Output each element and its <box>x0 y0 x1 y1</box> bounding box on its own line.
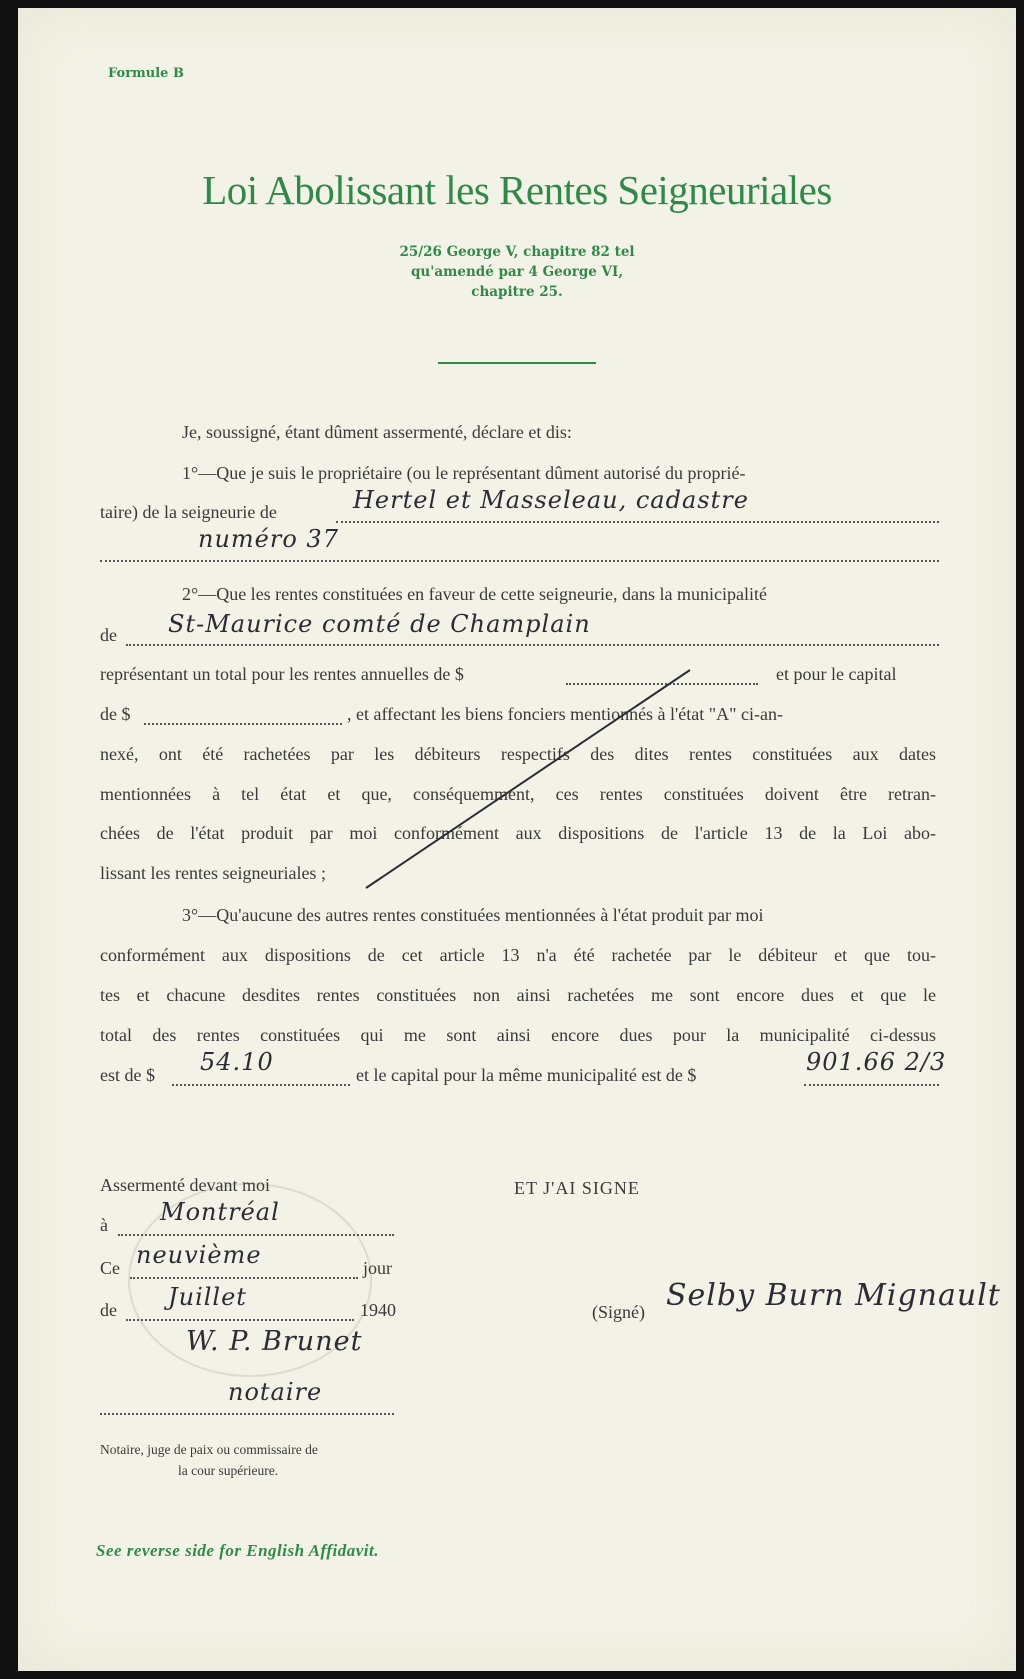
p1-dotted-line-2 <box>100 560 939 562</box>
notary-title-handwritten: notaire <box>228 1378 323 1406</box>
p3-line-1: 3°—Qu'aucune des autres rentes constituées mentionnées à l'état produit par moi <box>182 905 764 925</box>
cross-out-stroke <box>358 658 698 898</box>
capital-handwritten: 901.66 2/3 <box>806 1048 947 1076</box>
oath-a-label: à <box>100 1215 108 1235</box>
p2-line-6: mentionnées à tel état et que, conséquemment, ces rentes constituées doivent être retran- <box>100 784 936 804</box>
p2-line-2-prefix: de <box>100 625 117 645</box>
seigneurie-handwritten: Hertel et Masseleau, cadastre <box>353 486 749 514</box>
oath-ce-label: Ce <box>100 1258 120 1278</box>
p2-line-3b: et pour le capital <box>776 664 897 684</box>
p2-line-8: lissant les rentes seigneuriales ; <box>100 863 326 883</box>
p1-line-1: 1°—Que je suis le propriétaire (ou le représentant dûment autorisé du proprié- <box>182 463 746 483</box>
intro-text: Je, soussigné, étant dûment assermenté, déclare et dis: <box>182 422 572 442</box>
footer-note: See reverse side for English Affidavit. <box>96 1541 379 1560</box>
day-handwritten: neuvième <box>136 1241 262 1269</box>
p1-dotted-line <box>336 521 939 523</box>
p2-line-5: nexé, ont été rachetées par les débiteurs respectifs des dites rentes constituées aux dates <box>100 744 936 764</box>
oath-year: 1940 <box>360 1300 396 1320</box>
p3-line-3: tes et chacune desdites rentes constituées non ainsi rachetées me sont encore dues et que le <box>100 985 936 1005</box>
document-subtitle <box>18 242 1016 302</box>
signer-signature: Selby Burn Mignault <box>666 1278 1001 1313</box>
oath-heading: Assermenté devant moi <box>100 1175 270 1195</box>
subtitle-line: 25/26 George V, chapitre 82 tel <box>399 244 635 260</box>
oath-caption-1: Notaire, juge de paix ou commissaire de <box>100 1442 318 1457</box>
title-divider <box>438 362 596 364</box>
p2-line-7: chées de l'état produit par moi conformément aux dispositions de l'article 13 de la Loi abo- <box>100 823 936 843</box>
subtitle-line: chapitre 25. <box>471 284 563 300</box>
p3-line-4: total des rentes constituées qui me sont ainsi encore dues pour la municipalité ci-dessus <box>100 1025 936 1045</box>
oath-caption-2: la cour supérieure. <box>178 1463 279 1478</box>
subtitle-line: qu'amendé par 4 George VI, <box>410 264 624 280</box>
place-handwritten: Montréal <box>160 1198 280 1226</box>
capital-total-blank <box>804 1084 939 1086</box>
capital-blank <box>144 723 342 725</box>
signe-label: (Signé) <box>592 1302 645 1322</box>
month-handwritten: Juillet <box>168 1283 247 1311</box>
total-handwritten: 54.10 <box>200 1048 274 1076</box>
place-blank <box>118 1234 394 1236</box>
p1-line-2-prefix: taire) de la seigneurie de <box>100 502 277 522</box>
p2-line-3a: représentant un total pour les rentes annuelles de $ <box>100 664 464 684</box>
notary-title-blank <box>100 1413 394 1415</box>
p2-line-4a: de $ <box>100 704 131 724</box>
month-blank <box>126 1319 354 1321</box>
p2-line-4b: , et affectant les biens fonciers mentionnés à l'état "A" ci-an- <box>347 704 783 724</box>
p2-line-1: 2°—Que les rentes constituées en faveur de cette seigneurie, dans la municipalité <box>182 584 767 604</box>
day-blank <box>130 1277 358 1279</box>
numero-handwritten: numéro 37 <box>198 525 339 553</box>
document-title: Loi Abolissant les Rentes Seigneuriales <box>202 167 832 213</box>
p2-dotted-line <box>126 644 939 646</box>
form-label: Formule B <box>108 66 184 81</box>
oath-jour-label: jour <box>363 1258 392 1278</box>
total-blank <box>172 1084 350 1086</box>
signature-heading: ET J'AI SIGNE <box>514 1178 640 1198</box>
p3-line-5b: et le capital pour la même municipalité est de $ <box>356 1065 697 1085</box>
notary-signature: W. P. Brunet <box>186 1326 363 1357</box>
p3-line-5a: est de $ <box>100 1065 155 1085</box>
oath-de-label: de <box>100 1300 117 1320</box>
p3-line-2: conformément aux dispositions de cet article 13 n'a été rachetée par le débiteur et que tou- <box>100 945 936 965</box>
municipalite-handwritten: St-Maurice comté de Champlain <box>168 610 591 638</box>
document-page <box>18 8 1016 1671</box>
